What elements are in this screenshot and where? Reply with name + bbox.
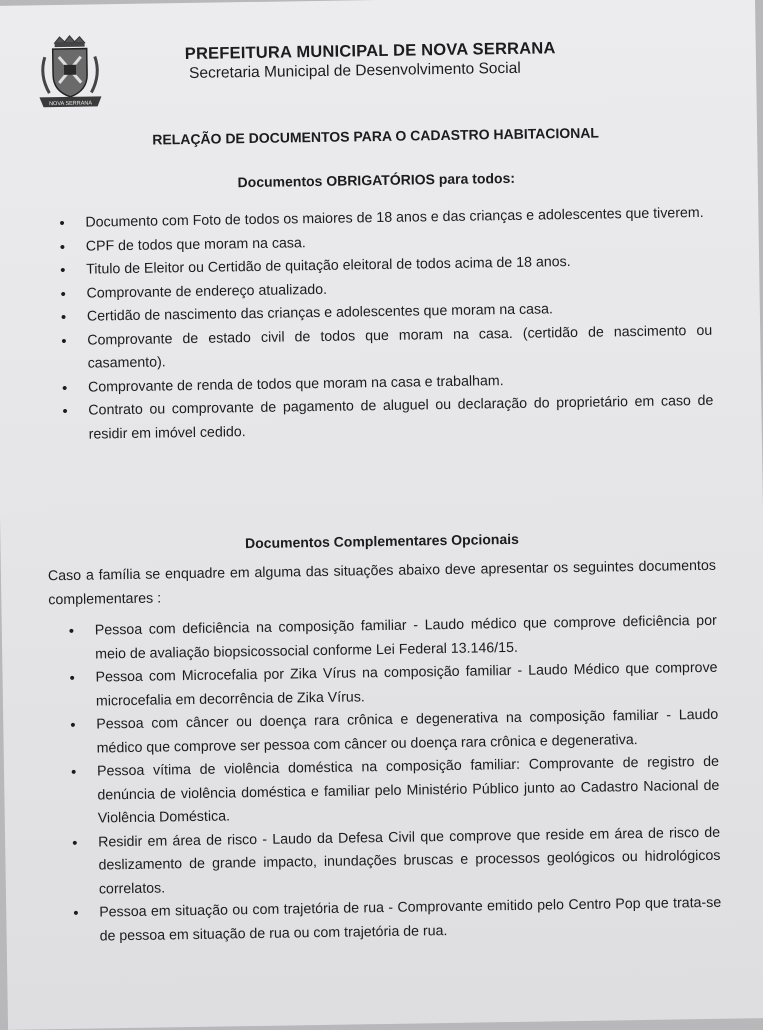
list-item: • Pessoa em situação ou com trajetória de rua - Comprovante emitido pelo Centro Pop que trata-se de pessoa em situação de rua ou com trajetória de rua.	[99, 892, 722, 949]
seal-ribbon-text: NOVA SERRANA	[49, 100, 93, 108]
list-item: • Pessoa com deficiência na composição familiar - Laudo médico que comprove deficiência por meio de avaliação biopsicossocial conforme Lei Federal 13.146/15.	[95, 610, 718, 667]
list-item: • Certidão de nascimento das crianças e adolescentes que moram na casa.	[87, 296, 712, 329]
list-item: • Pessoa vítima de violência doméstica na composição familiar: Comprovante de registro de denúncia de violência doméstica e familiar pelo Ministério Público junto ao Cadastro Nacional de Violência Doméstica.	[97, 751, 720, 831]
required-docs-heading: Documentos OBRIGATÓRIOS para todos:	[237, 169, 516, 191]
required-docs-list	[85, 202, 714, 447]
optional-docs-intro: Caso a família se enquadre em alguma das situações abaixo deve apresentar os seguintes documentos complementares :	[47, 557, 717, 608]
list-item: • Pessoa com câncer ou doença rara crônica e degenerativa na composição familiar - Laudo médico que comprove ser pessoa com câncer ou doença rara crônica e degenerativa.	[96, 704, 719, 761]
document-title: RELAÇÃO DE DOCUMENTOS PARA O CADASTRO HABITACIONAL	[152, 124, 600, 148]
list-item: • Comprovante de endereço atualizado.	[86, 272, 711, 305]
organization-subtitle: Secretaria Municipal de Desenvolvimento Social	[188, 59, 521, 82]
list-item: • Residir em área de risco - Laudo da Defesa Civil que comprove que reside em área de risco de deslizamento de grande impacto, inundações bruscas e processos geológicos ou hidrológicos correlatos.	[98, 821, 721, 901]
optional-docs-heading: Documentos Complementares Opcionais	[244, 530, 519, 552]
list-item: • Contrato ou comprovante de pagamento de aluguel ou declaração do proprietário em caso de residir em imóvel cedido.	[88, 390, 714, 447]
organization-title: PREFEITURA MUNICIPAL DE NOVA SERRANA	[184, 39, 556, 64]
optional-docs-list	[95, 610, 722, 949]
list-item: • Pessoa com Microcefalia por Zika Vírus na composição familiar - Laudo Médico que comprove microcefalia em decorrência de Zika Vírus.	[95, 657, 718, 714]
list-item: • Comprovante de renda de todos que moram na casa e trabalham.	[88, 366, 713, 399]
list-item: • Titulo de Eleitor ou Certidão de quitação eleitoral de todos acima de 18 anos.	[86, 249, 711, 282]
list-item: • Comprovante de estado civil de todos que moram na casa. (certidão de nascimento ou casamento).	[87, 319, 713, 376]
list-item: • Documento com Foto de todos os maiores de 18 anos e das crianças e adolescentes que tiverem.	[85, 202, 710, 235]
list-item: • CPF de todos que moram na casa.	[86, 225, 711, 258]
coat-of-arms-icon	[34, 34, 105, 111]
letterhead	[34, 25, 715, 116]
